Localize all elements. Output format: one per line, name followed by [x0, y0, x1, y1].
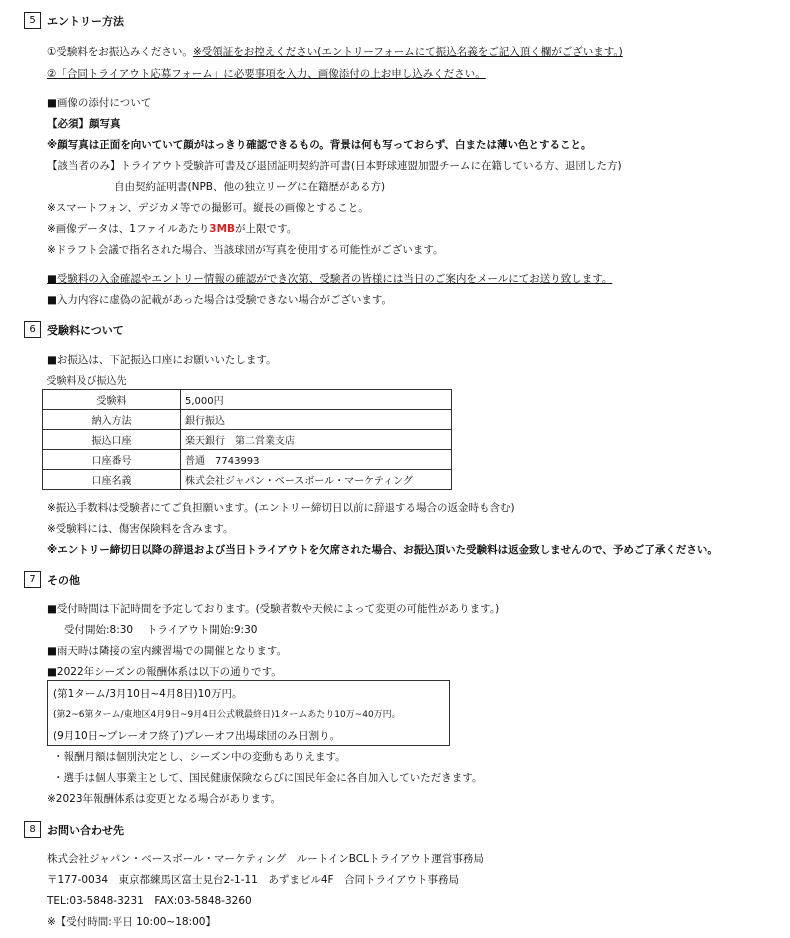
table-row: [43, 430, 452, 450]
monthly-reward-note: ・報酬月額は個別決定とし、シーズン中の変動もありえます。: [53, 751, 346, 763]
free-contract-cert: 自由契約証明書(NPB、他の独立リーグに在籍歴がある方): [114, 181, 386, 193]
smartphone-note: ※スマートフォン、デジカメ等での撮影可。縦長の画像とすること。: [47, 202, 369, 214]
reward-term-2-6: (第2~6第ターム/東地区4月9日~9月4日公式戦最終日)1タームあたり10万~40万円。: [53, 710, 401, 720]
image-size-limit: 3MB: [209, 223, 236, 235]
account-number-value: 普通 7743993: [181, 450, 452, 470]
image-size-note: [47, 221, 297, 236]
table-row: [43, 470, 452, 490]
receipt-note: ※受領証をお控えください(エントリーフォームにて振込名義をご記入頂く欄がございます。): [192, 46, 623, 58]
reward-heading: ■2022年シーズンの報酬体系は以下の通りです。: [47, 666, 282, 678]
section-number-8: 8: [24, 821, 41, 838]
reward-term-1: (第1ターム/3月10日~4月8日)10万円。: [53, 688, 243, 700]
required-photo: 【必須】顔写真: [47, 118, 121, 130]
entry-step-1-text: ①受験料をお振込みください。: [47, 46, 193, 58]
payment-intro: ■お振込は、下記振込口座にお願いいたします。: [47, 354, 277, 366]
bank-value: 楽天銀行 第二営業支店: [181, 430, 452, 450]
transfer-fee-note: ※振込手数料は受験者にてご負担願います。(エントリー締切日以前に辞退する場合の返金時も含む): [47, 502, 515, 514]
reward-2023-note: ※2023年報酬体系は変更となる場合があります。: [47, 793, 282, 805]
false-info-note: ■入力内容に虚偽の記載があった場合は受験できない場合がございます。: [47, 294, 392, 306]
account-number-label: 口座番号: [43, 450, 181, 470]
account-name-value: 株式会社ジャパン・ベースボール・マーケティング: [181, 470, 452, 490]
insurance-pension-note: ・選手は個人事業主として、国民健康保険ならびに国民年金に各自加入していただきます。: [53, 772, 483, 784]
entry-step-2: ②「合同トライアウト応募フォーム」に必要事項を入力、画像添付の上お申し込みください。: [47, 68, 486, 80]
contact-hours: ※【受付時間:平日 10:00~18:00】: [47, 916, 216, 928]
section-title-contact: お問い合わせ先: [47, 824, 124, 837]
method-value: 銀行振込: [181, 410, 452, 430]
section-title-entry: エントリー方法: [47, 15, 124, 28]
method-label: 納入方法: [43, 410, 181, 430]
contact-phone-fax: TEL:03-5848-3231 FAX:03-5848-3260: [47, 895, 252, 907]
confirmation-mail-note: ■受験料の入金確認やエントリー情報の確認ができ次第、受験者の皆様には当日のご案内をメールにてお送り致します。: [47, 273, 613, 285]
image-attach-heading: ■画像の添付について: [47, 97, 152, 109]
contact-address: 〒177-0034 東京都練馬区富士見台2-1-11 あずまビル4F 合同トライアウト事務局: [47, 874, 459, 886]
fee-table-header: 受験料及び振込先: [43, 370, 452, 390]
section-title-other: その他: [47, 574, 80, 587]
refund-note: ※エントリー締切日以降の辞退および当日トライアウトを欠席された場合、お振込頂いた受験料は返金致しませんので、予めご了承ください。: [47, 544, 718, 556]
entry-step-1: [47, 44, 623, 59]
insurance-note: ※受験料には、傷害保険料を含みます。: [47, 523, 234, 535]
table-row: [43, 410, 452, 430]
face-photo-note: ※顔写真は正面を向いていて顔がはっきり確認できるもの。背景は何も写っておらず、白または薄い色とすること。: [47, 139, 592, 151]
image-size-text-a: ※画像データは、1ファイルあたり: [47, 223, 210, 235]
section-title-fee: 受験料について: [47, 324, 124, 337]
table-row: [43, 450, 452, 470]
reward-playoff: (9月10日~プレーオフ終了)プレーオフ出場球団のみ日割り。: [53, 730, 341, 742]
fee-value: 5,000円: [181, 390, 452, 410]
fee-label: 受験料: [43, 390, 181, 410]
fee-table: [42, 370, 452, 490]
account-name-label: 口座名義: [43, 470, 181, 490]
draft-photo-note: ※ドラフト会議で指名された場合、当該球団が写真を使用する可能性がございます。: [47, 244, 444, 256]
image-size-text-b: が上限です。: [235, 223, 298, 235]
reception-time-note: ■受付時間は下記時間を予定しております。(受験者数や天候によって変更の可能性があります。): [47, 603, 500, 615]
section-number-5: 5: [24, 12, 41, 29]
applicable-docs: 【該当者のみ】トライアウト受験許可書及び退団証明契約許可書(日本野球連盟加盟チームに在籍している方、退団した方): [47, 160, 622, 172]
table-row: [43, 390, 452, 410]
section-number-6: 6: [24, 321, 41, 338]
section-number-7: 7: [24, 571, 41, 588]
bank-label: 振込口座: [43, 430, 181, 450]
contact-company: 株式会社ジャパン・ベースボール・マーケティング ルートインBCLトライアウト運営事務局: [47, 853, 484, 865]
rain-note: ■雨天時は隣接の室内練習場での開催となります。: [47, 645, 288, 657]
start-times: 受付開始:8:30 トライアウト開始:9:30: [64, 624, 258, 636]
